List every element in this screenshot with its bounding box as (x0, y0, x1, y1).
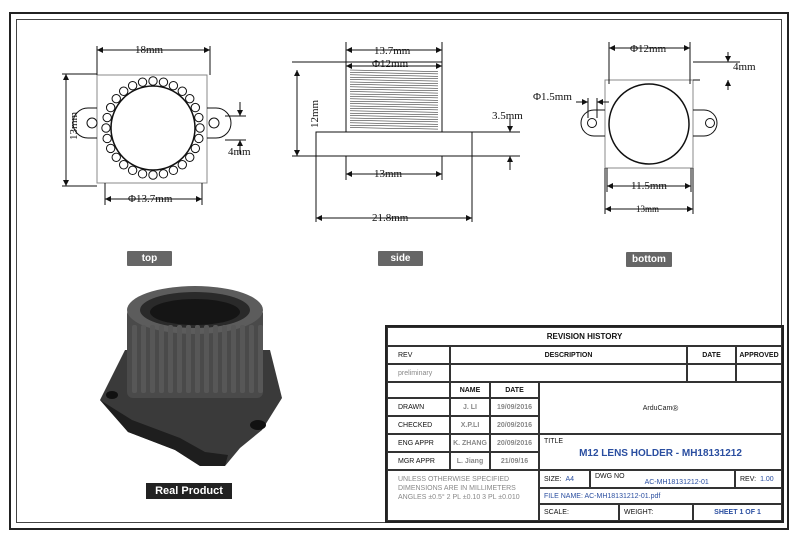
weight-label: WEIGHT: (619, 504, 693, 521)
bottom-width-dim: 13mm (636, 204, 660, 214)
side-view-label: side (378, 251, 423, 266)
arducam-logo (539, 382, 782, 434)
rev-col-header: REV (387, 346, 450, 364)
size-cell (539, 470, 590, 488)
drawn-name: J. LI (450, 398, 490, 416)
rev-number: 1.00 (760, 475, 774, 483)
dwg-value: AC-MH18131212-01 (644, 479, 709, 486)
eng-appr-label: ENG APPR (387, 434, 450, 452)
rev-label: REV: (740, 475, 757, 483)
approved-col-header: APPROVED (736, 346, 782, 364)
logo-mark: ® (672, 403, 679, 413)
sheet-number: SHEET 1 OF 1 (693, 504, 782, 521)
side-height-dim: 12mm (309, 99, 321, 128)
top-offset-dim: 4mm (228, 146, 251, 158)
side-total-width-dim: 21.8mm (372, 212, 409, 224)
date2-col-header: DATE (490, 382, 539, 398)
top-view (62, 46, 246, 205)
top-width-dim: 18mm (135, 44, 164, 56)
drawing-title: M12 LENS HOLDER - MH18131212 (579, 448, 742, 459)
approved-value (736, 364, 782, 382)
bottom-dia-dim: Φ12mm (630, 43, 667, 55)
eng-appr-date: 20/09/2016 (490, 434, 539, 452)
bottom-hole-dim: Φ1.5mm (533, 91, 572, 103)
top-height-dim: 13mm (68, 111, 80, 140)
side-top-width-dim: 13.7mm (374, 45, 411, 57)
size-value: A4 (565, 475, 575, 483)
date-value (687, 364, 736, 382)
top-diameter-dim: Φ13.7mm (128, 193, 173, 205)
rev-cell (735, 470, 782, 488)
checked-name: X.P.LI (450, 416, 490, 434)
mgr-appr-name: L. Jiang (450, 452, 490, 470)
eng-appr-name: K. ZHANG (450, 434, 490, 452)
side-inner-dia-dim: Φ12mm (372, 58, 409, 70)
title-label: TITLE (544, 438, 564, 445)
bottom-offset-dim: 4mm (733, 61, 756, 73)
drawn-date: 19/09/2016 (490, 398, 539, 416)
real-product-image (100, 286, 282, 466)
checked-date: 20/09/2016 (490, 416, 539, 434)
logo-text: ArduCam (642, 404, 673, 412)
tolerance-note: UNLESS OTHERWISE SPECIFIED DIMENSIONS ARE IN MILLIMETERS ANGLES ±0.5° 2 PL ±0.10 3 PL ±0.010 (387, 470, 539, 521)
name-col-header: NAME (450, 382, 490, 398)
scale-label: SCALE: (539, 504, 619, 521)
dwg-label: DWG NO (595, 473, 625, 480)
title-block (385, 325, 784, 523)
rev-value: preliminary (387, 364, 450, 382)
drawn-label: DRAWN (387, 398, 450, 416)
bottom-view-label: bottom (626, 252, 672, 267)
revision-history-header: REVISION HISTORY (387, 327, 782, 346)
description-value (450, 364, 687, 382)
file-name: FILE NAME: AC-MH18131212-01.pdf (539, 488, 782, 504)
side-base-width-dim: 13mm (374, 168, 403, 180)
title-cell (539, 434, 782, 470)
dwg-cell (590, 470, 735, 488)
top-view-label: top (127, 251, 172, 266)
side-flange-dim: 3.5mm (492, 110, 523, 122)
description-col-header: DESCRIPTION (450, 346, 687, 364)
mgr-appr-date: 21/09/16 (490, 452, 539, 470)
bottom-inner-dim: 11.5mm (631, 180, 667, 192)
mgr-appr-label: MGR APPR (387, 452, 450, 470)
blank-cell (387, 382, 450, 398)
checked-label: CHECKED (387, 416, 450, 434)
size-label: SIZE: (544, 475, 562, 483)
date-col-header: DATE (687, 346, 736, 364)
real-product-label: Real Product (146, 483, 232, 499)
